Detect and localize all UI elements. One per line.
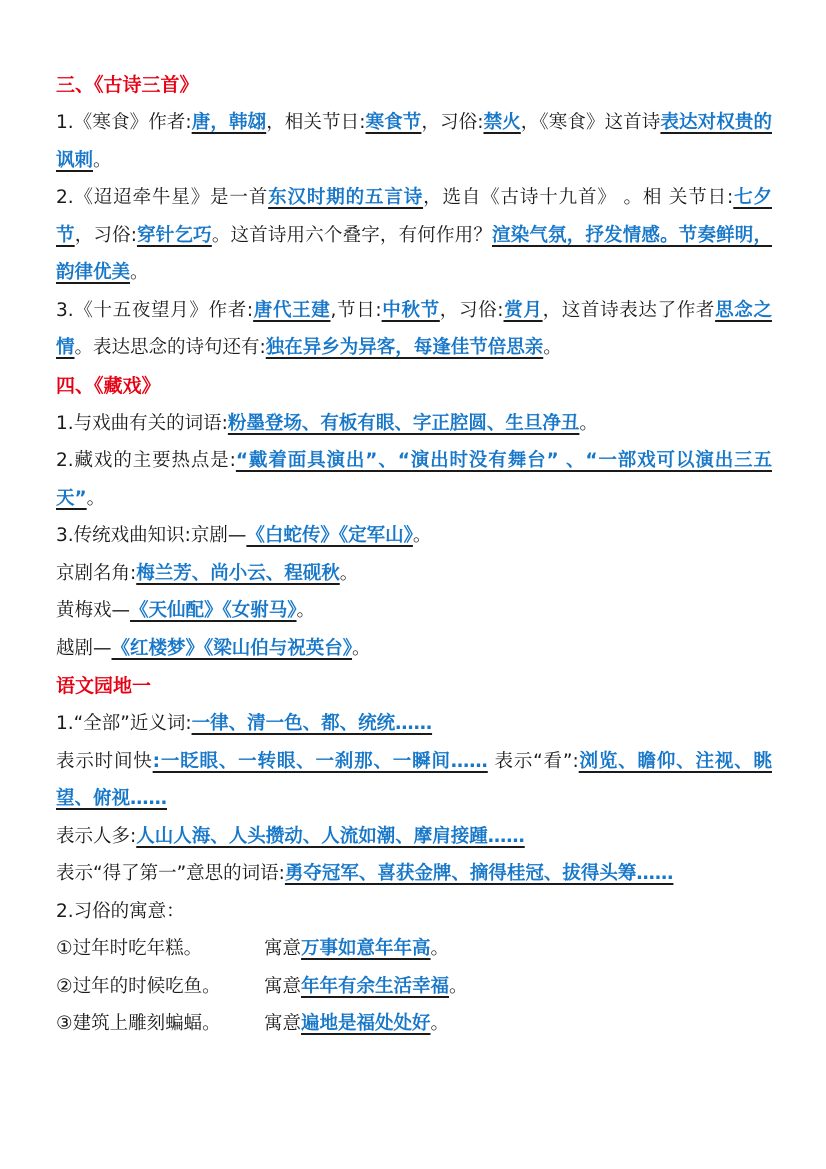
answer: 唐代王建 — [253, 299, 331, 321]
answer: 年年有余生活幸福 — [301, 975, 450, 997]
item-yueju: 越剧—《红楼梦》《梁山伯与祝英台》。 — [56, 637, 371, 659]
item-huangmeixi: 黄梅戏—《天仙配》《女驸马》。 — [56, 600, 316, 621]
answer: 人山人海、人头攒动、人流如潮、摩肩接踵…… — [136, 825, 525, 847]
item-time-fast: 表示时间快:一眨眼、一转眼、一刹那、一瞬间…… 表示“看”:浏览、瞻仰、注视、眺望、俯视…… — [56, 750, 772, 809]
answer: 浏览、瞻仰、注视、眺望、俯视…… — [56, 750, 772, 809]
answer: 一律、清一色、都、统统…… — [191, 713, 433, 734]
item-quanbu: 1.“全部”近义词:一律、清一色、都、统统…… — [56, 713, 433, 734]
answer: 禁火 — [483, 112, 521, 133]
custom-row: ③建筑上雕刻蝙蝠。 寓意 遍地是福处处好 。 — [56, 1005, 772, 1043]
answer: 思念之情 — [56, 299, 772, 358]
answer: 赏月 — [503, 299, 543, 321]
answer: 《红楼梦》《梁山伯与祝英台》 — [111, 637, 353, 659]
document-page — [56, 66, 772, 1043]
section-title-gushi: 三、《古诗三首》 — [56, 74, 199, 96]
answer: 东汉时期的五言诗 — [268, 187, 424, 208]
answer: 《白蛇传》《定军山》 — [246, 525, 413, 546]
answer: 万事如意年年高 — [301, 938, 431, 959]
custom-row: ②过年的时候吃鱼。 寓意 年年有余生活幸福 。 — [56, 968, 772, 1006]
answer: 渲染气氛，抒发情感。节奏鲜明，韵律优美 — [56, 224, 772, 283]
answer: 粉墨登场、有板有眼、字正腔圆、生旦净丑 — [227, 412, 580, 434]
section-title-zangxi: 四、《藏戏》 — [56, 374, 161, 397]
answer: 勇夺冠军、喜获金牌、摘得桂冠、拔得头筹…… — [284, 863, 674, 884]
item-hanshi: 1.《寒食》作者:唐，韩翃，相关节日:寒食节，习俗:禁火，《寒食》这首诗表达对权贵的讽刺。 — [56, 112, 772, 171]
answer: 中秋节 — [381, 299, 440, 321]
answer: 七夕节 — [56, 187, 772, 246]
section-title-yuandi: 语文园地一 — [56, 675, 152, 697]
answer: 唐，韩翃 — [191, 112, 267, 133]
item-customs-heading: 2.习俗的寓意： — [56, 900, 185, 922]
answer: “戴着面具演出”、“演出时没有舞台” 、“一部戏可以演出三五天” — [56, 450, 772, 509]
answer: 遍地是福处处好 — [301, 1013, 431, 1034]
answer: 穿针乞巧 — [136, 224, 212, 246]
item-xiqu-words: 1.与戏曲有关的词语:粉墨登场、有板有眼、字正腔圆、生旦净丑。 — [56, 412, 598, 434]
item-tiaotiao: 2.《迢迢牵牛星》是一首东汉时期的五言诗，选自《古诗十九首》 。相 关节日:七夕节，习俗:穿针乞巧。这首诗用六个叠字，有何作用？渲染气氛，抒发情感。节奏鲜明，韵律优美。 — [56, 187, 772, 283]
answer: 梅兰芳、尚小云、程砚秋 — [136, 562, 340, 584]
custom-row: ①过年时吃年糕。 寓意 万事如意年年高 。 — [56, 930, 772, 968]
item-zangxi-features: 2.藏戏的主要热点是:“戴着面具演出”、“演出时没有舞台” 、“一部戏可以演出三五天”。 — [56, 450, 772, 509]
item-jingju-stars: 京剧名角:梅兰芳、尚小云、程砚秋。 — [56, 562, 359, 584]
answer: 寒食节 — [365, 112, 422, 133]
answer: 表达对权贵的讽刺 — [56, 112, 772, 171]
item-many-people: 表示人多:人山人海、人头攒动、人流如潮、摩肩接踵…… — [56, 825, 525, 847]
item-jingju: 3.传统戏曲知识:京剧—《白蛇传》《定军山》。 — [56, 525, 432, 546]
item-first-place: 表示“得了第一”意思的词语:勇夺冠军、喜获金牌、摘得桂冠、拔得头筹…… — [56, 863, 674, 884]
answer: 《天仙配》《女驸马》 — [130, 600, 297, 621]
item-shiwuye: 3.《十五夜望月》作者:唐代王建,节日:中秋节，习俗:赏月，这首诗表达了作者思念之情。表达思念的诗句还有:独在异乡为异客，每逢佳节倍思亲。 — [56, 299, 772, 358]
answer: 独在异乡为异客，每逢佳节倍思亲 — [265, 337, 544, 358]
answer: :一眨眼、一转眼、一刹那、一瞬间…… — [152, 750, 488, 772]
